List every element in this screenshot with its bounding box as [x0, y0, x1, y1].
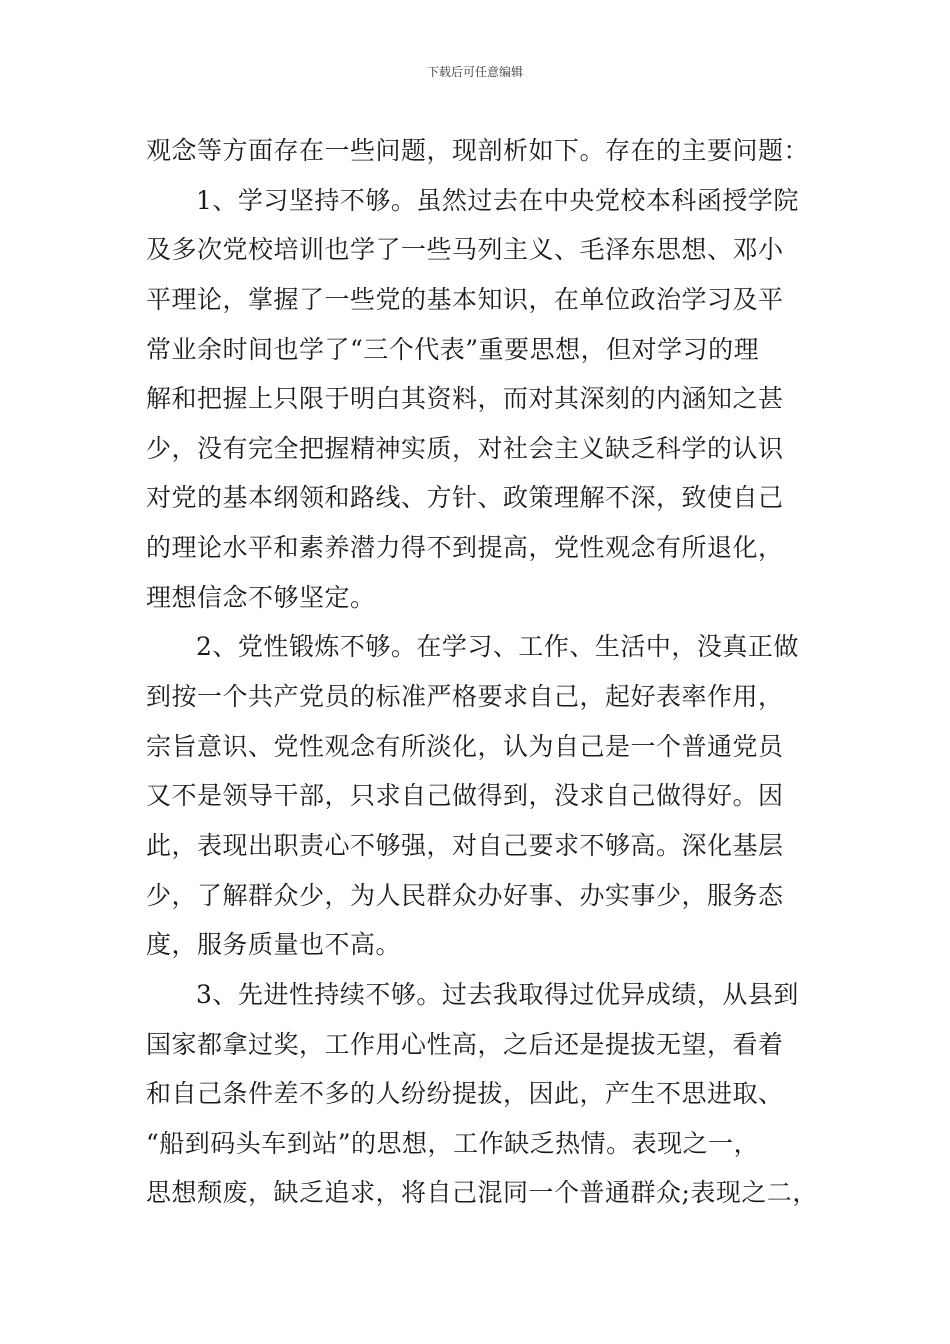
text-line: 思想颓废，缺乏追求，将自己混同一个普通群众;表现之二， — [146, 1178, 818, 1208]
text-line: 1、学习坚持不够。虽然过去在中央党校本科函授学院 — [196, 185, 799, 215]
text-line: 2、党性锻炼不够。在学习、工作、生活中，没真正做 — [196, 632, 799, 662]
text-line: 观念等方面存在一些问题，现剖析如下。存在的主要问题： — [146, 136, 810, 165]
text-line: 度，服务质量也不高。 — [146, 930, 402, 960]
text-line: 及多次党校培训也学了一些马列主义、毛泽东思想、邓小 — [146, 235, 784, 265]
text-line: 和自己条件差不多的人纷纷提拔，因此，产生不思进取、 — [146, 1079, 784, 1109]
document-body — [146, 126, 818, 1218]
text-line: 少，了解群众少，为人民群众办好事、办实事少，服务态 — [146, 880, 784, 910]
text-line: 国家都拿过奖，工作用心性高，之后还是提拔无望，看着 — [146, 1029, 784, 1059]
text-line: 对党的基本纲领和路线、方针、政策理解不深，致使自己 — [146, 483, 784, 513]
text-line: 3、先进性持续不够。过去我取得过优异成绩，从县到 — [196, 979, 799, 1009]
text-line: 少，没有完全把握精神实质，对社会主义缺乏科学的认识 — [146, 433, 784, 463]
text-line: 平理论，掌握了一些党的基本知识，在单位政治学习及平 — [146, 284, 784, 314]
text-line: 到按一个共产党员的标准严格要求自己，起好表率作用， — [146, 682, 784, 712]
page-header: 下载后可任意编辑 — [426, 65, 523, 79]
text-line: 常业余时间也学了“三个代表”重要思想，但对学习的理 — [146, 334, 760, 364]
text-line: 理想信念不够坚定。 — [146, 582, 376, 612]
text-line: 的理论水平和素养潜力得不到提高，党性观念有所退化， — [146, 533, 784, 563]
text-line: “船到码头车到站”的思想，工作缺乏热情。表现之一， — [146, 1128, 760, 1158]
text-line: 解和把握上只限于明白其资料，而对其深刻的内涵知之甚 — [146, 384, 784, 414]
text-line: 又不是领导干部，只求自己做得到，没求自己做得好。因 — [146, 781, 784, 811]
text-line: 宗旨意识、党性观念有所淡化，认为自己是一个普通党员 — [146, 731, 784, 761]
text-line: 此，表现出职责心不够强，对自己要求不够高。深化基层 — [146, 830, 784, 860]
